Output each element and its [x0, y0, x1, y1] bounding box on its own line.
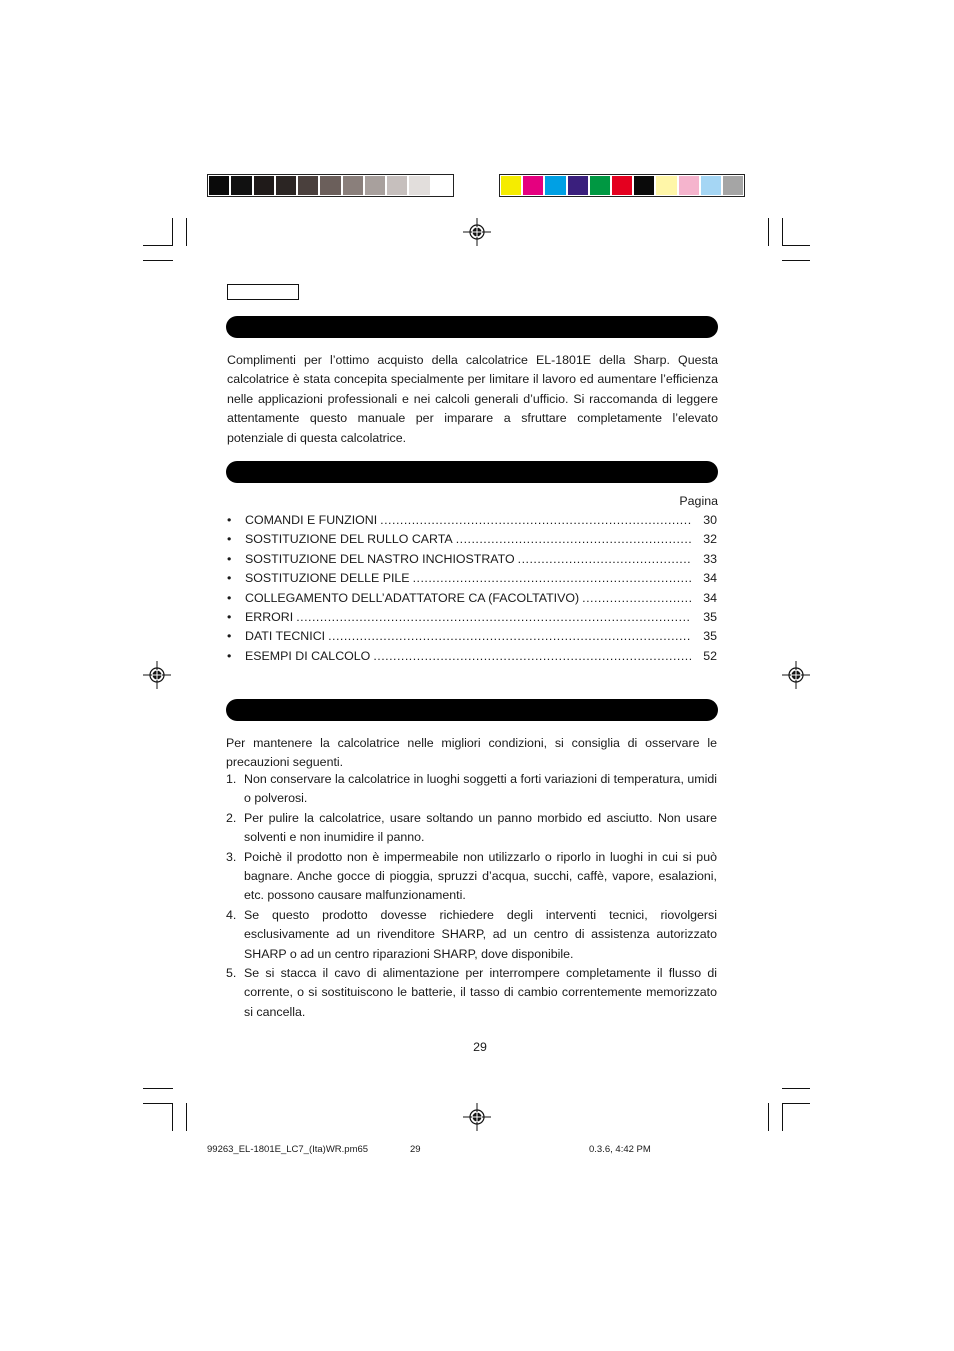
leader-dots [518, 552, 691, 566]
item-text: Poichè il prodotto non è impermeabile non utilizzarlo o riporlo in luoghi in cui si può bagnare. Anche gocce di pioggia, spruzzi d’acqua, succhi, caffè, vapore, esalazioni, etc. possono causare malfunzionamenti. [244, 849, 717, 903]
color-calibration-bar [499, 174, 745, 197]
color-swatch [634, 176, 654, 195]
bullet: • [227, 513, 232, 527]
item-number: 3. [226, 849, 237, 864]
color-swatch [523, 176, 543, 195]
crop-mark [172, 1103, 173, 1131]
toc-entry[interactable] [227, 571, 717, 590]
leader-dots [328, 629, 691, 643]
registration-mark-icon [463, 1103, 491, 1131]
bullet: • [227, 590, 232, 605]
bullet: • [227, 532, 232, 547]
list-item [226, 848, 717, 906]
precautions-list [226, 770, 717, 1022]
toc-entry-title: SOSTITUZIONE DELLE PILE [245, 571, 410, 586]
toc-entry-title: DATI TECNICI [245, 629, 326, 644]
crop-mark [143, 1088, 173, 1089]
leader-dots [582, 591, 691, 605]
language-label-box [227, 284, 299, 300]
toc-entry-page: 34 [703, 571, 717, 586]
color-swatch [545, 176, 565, 195]
color-swatch [723, 176, 743, 195]
toc-entry[interactable] [227, 532, 717, 551]
toc-entry-title: SOSTITUZIONE DEL RULLO CARTA [245, 532, 453, 547]
list-item [226, 770, 717, 809]
list-item [226, 809, 717, 848]
color-swatch [231, 176, 251, 195]
toc-entry[interactable] [227, 591, 717, 610]
intro-paragraph: Complimenti per l’ottimo acquisto della calcolatrice EL-1801E della Sharp. Questa calcolatrice è stata concepita specialmente per limitare il lavoro ed aumentare l’efficienza nelle applicazioni professionali e nei calcoli generali d’ufficio. Si raccomanda di leggere attentamente questo manuale per imparare a sfruttare completamente l’elevato potenziale di questa calcolatrice. [227, 353, 718, 445]
color-swatch [276, 176, 296, 195]
crop-mark [186, 1103, 187, 1131]
leader-dots [373, 649, 691, 663]
toc-entry-page: 30 [703, 513, 717, 527]
color-swatch [701, 176, 721, 195]
list-item [226, 964, 717, 1022]
toc-entry[interactable] [227, 513, 717, 532]
bullet: • [227, 648, 232, 663]
toc-entry-page: 35 [703, 609, 717, 624]
color-swatch [679, 176, 699, 195]
crop-mark [186, 218, 187, 246]
toc-entry[interactable] [227, 629, 717, 648]
color-swatch [343, 176, 363, 195]
section-bar-intro [226, 316, 718, 338]
item-text: Per pulire la calcolatrice, usare soltando un panno morbido ed asciutto. Non usare solventi e non inumidire il panno. [244, 810, 717, 845]
item-text: Se questo prodotto dovesse richiedere degli interventi tecnici, riovolgersi esclusivamente ad un rivenditore SHARP, ad un centro di assistenza autorizzato SHARP o ad un centro riparazioni SHARP, dove disponibile. [244, 907, 717, 961]
item-number: 4. [226, 907, 237, 922]
crop-mark [782, 245, 810, 246]
crop-mark [143, 245, 173, 246]
item-number: 2. [226, 810, 237, 825]
crop-mark [143, 260, 173, 261]
crop-mark [768, 218, 769, 246]
registration-mark-icon [782, 661, 810, 689]
crop-mark [768, 1103, 769, 1131]
toc-entry-title: ESEMPI DI CALCOLO [245, 648, 371, 663]
registration-mark-icon [143, 661, 171, 689]
bullet: • [227, 571, 232, 586]
toc-entry-title: COMANDI E FUNZIONI [245, 513, 378, 527]
list-item [226, 906, 717, 964]
leader-dots [413, 571, 691, 585]
color-swatch [568, 176, 588, 195]
crop-mark [143, 1103, 173, 1104]
crop-mark [782, 1103, 810, 1104]
footer-filename: 99263_EL-1801E_LC7_(Ita)WR.pm65 [207, 1144, 369, 1155]
toc-page-header: Pagina [679, 494, 718, 508]
toc-entry-title: SOSTITUZIONE DEL NASTRO INCHIOSTRATO [245, 551, 515, 566]
color-swatch [656, 176, 676, 195]
crop-mark [782, 1103, 783, 1131]
item-text: Se si stacca il cavo di alimentazione per interrompere completamente il flusso di corrente, o si sostituiscono le batterie, il tasso di cambio correntemente memorizzato si cancella. [244, 966, 717, 1019]
gray-calibration-bar [207, 174, 454, 197]
registration-mark-icon [463, 218, 491, 246]
color-swatch [612, 176, 632, 195]
color-swatch [387, 176, 407, 195]
crop-mark [782, 1088, 810, 1089]
color-swatch [209, 176, 229, 195]
bullet: • [227, 551, 232, 566]
item-number: 1. [226, 772, 237, 786]
leader-dots [456, 532, 691, 546]
toc-entry-page: 32 [703, 532, 717, 547]
toc-entry-page: 35 [703, 629, 717, 644]
section-bar-contents [226, 461, 718, 483]
color-swatch [254, 176, 274, 195]
table-of-contents [227, 513, 717, 668]
toc-entry-title: COLLEGAMENTO DELL’ADATTATORE CA (FACOLTATIVO) [245, 590, 580, 605]
color-swatch [298, 176, 318, 195]
crop-mark [172, 218, 173, 246]
color-swatch [432, 176, 452, 195]
toc-entry[interactable] [227, 649, 717, 668]
bullet: • [227, 629, 232, 644]
bullet: • [227, 609, 232, 624]
page-number: 29 [473, 1040, 487, 1054]
section-bar-precautions [226, 699, 718, 721]
crop-mark [782, 260, 810, 261]
leader-dots [296, 610, 691, 624]
color-swatch [590, 176, 610, 195]
toc-entry[interactable] [227, 552, 717, 571]
toc-entry-title: ERRORI [245, 609, 294, 624]
color-swatch [320, 176, 340, 195]
toc-entry[interactable] [227, 610, 717, 629]
leader-dots [380, 513, 691, 527]
color-swatch [501, 176, 521, 195]
item-number: 5. [226, 966, 237, 981]
toc-entry-page: 33 [703, 551, 717, 566]
crop-mark [782, 218, 783, 246]
item-text: Non conservare la calcolatrice in luoghi soggetti a forti variazioni di temperatura, umidi o polverosi. [244, 772, 717, 806]
toc-entry-page: 34 [703, 590, 717, 605]
color-swatch [365, 176, 385, 195]
footer-timestamp: 0.3.6, 4:42 PM [589, 1144, 651, 1155]
footer-page: 29 [410, 1144, 421, 1155]
toc-entry-page: 52 [703, 648, 717, 663]
color-swatch [409, 176, 429, 195]
precautions-intro: Per mantenere la calcolatrice nelle migliori condizioni, si consiglia di osservare le precauzioni seguenti. [226, 736, 717, 770]
